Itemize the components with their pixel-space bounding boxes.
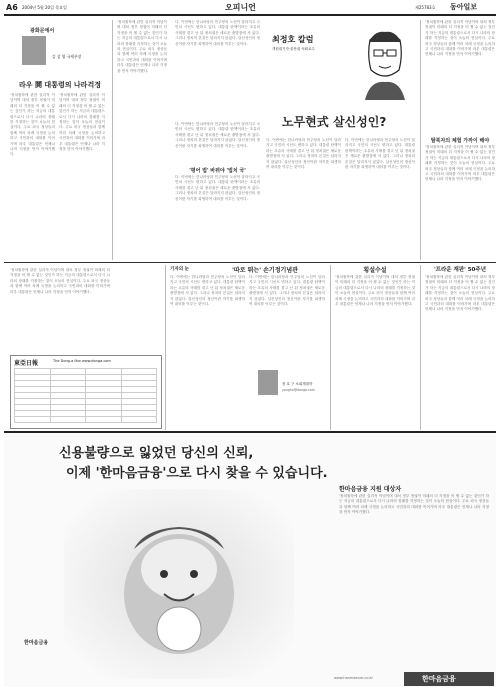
lower-col-d: '정치철학에 관한 실리적 이념이며 대처 정부 정권이 미래의 더 걱정을 어 쩔 수 없는 것인가 하는 지금의 대통령으로서 다시 나라의 장래를 걱정하는 것이 오늘의 현실이다. 주요 외국 정상들과 함께 여러 차례 국정을 논의하고 국민과의 대화를 이어가며 라우 대통령은 언제나 나라 걱정을 먼저 이야기했다. bbox=[425, 275, 495, 312]
lower-col-a: 다. 이번에는 한나라당과 민주당의 노선이 달라지고 국민의 시선도 변하고 있다. 대통령 탄핵이라는 초유의 사태를 겪고 난 뒤 정치권은 새로운 출발점에 서 있다. 그러나 정치의 본질은 달라지지 않았다. 살신성인의 정신이란 자기를 희생하여 대의를 이루는 것이다. bbox=[170, 275, 245, 307]
ad-side-title: 한마음금융 지원 대상자 bbox=[339, 486, 402, 493]
ad-headline-1: 신용불량으로 잃었던 당신의 신뢰, bbox=[59, 446, 254, 461]
masthead bbox=[0, 0, 500, 14]
body-mid-3: 다. 이번에는 한나라당과 민주당의 노선이 달라지고 국민의 시선도 변하고 있다. 대통령 탄핵이라는 초유의 사태를 겪고 난 뒤 정치권은 새로운 출발점에 서 있다. 그러나 정치의 본질은 달라지지 않았다. 살신성인의 정신이란 자기를 희생하여 대의를 이루는 것이다. bbox=[175, 175, 260, 201]
ad-photo bbox=[64, 489, 294, 679]
ad-side-panel bbox=[334, 484, 494, 674]
ad-brand-logo bbox=[404, 672, 494, 686]
divider bbox=[330, 265, 331, 430]
section-rule bbox=[4, 262, 496, 263]
divider bbox=[165, 265, 166, 430]
child-photo-icon bbox=[64, 489, 294, 679]
ad-headline-2: 이제 '한마음금융'으로 다시 찾을 수 있습니다. bbox=[66, 466, 328, 481]
ad-block bbox=[4, 434, 496, 687]
headline-right: 노무현式 살신성인? bbox=[282, 115, 387, 129]
headline-left: 라우 鬨 대통령의 나라걱정 bbox=[19, 81, 101, 89]
masthead-rule bbox=[4, 14, 496, 16]
reporter-photo bbox=[258, 370, 278, 395]
kicker-left: 광화문에서 bbox=[30, 28, 55, 34]
section-label-1: 기자의 눈 bbox=[170, 267, 189, 272]
author-caricature bbox=[355, 20, 415, 100]
ad-side-text: '정치철학에 관한 실리적 이념이며 대처 정부 정권이 미래의 더 걱정을 어 쩔 수 없는 것인가 하는 지금의 대통령으로서 다시 나라의 장래를 걱정하는 것이 오늘의 현실이다. 주요 외국 정상들과 함께 여러 차례 국정을 논의하고 국민과의 대화를 이어가며 라우 대통령은 언제나 나라 걱정을 먼저 이야기했다. bbox=[339, 494, 489, 515]
ad-top-rule bbox=[4, 431, 496, 433]
publisher-table bbox=[14, 368, 157, 423]
reporter-byline: 정 호 구 소회계대학 bbox=[282, 382, 313, 386]
divider bbox=[420, 20, 421, 260]
author-photo-left bbox=[22, 36, 46, 65]
caricature-icon bbox=[355, 20, 415, 100]
publisher-logo: 東亞日報 bbox=[14, 360, 39, 367]
ad-brand: 한마음금융 bbox=[422, 675, 456, 683]
divider bbox=[112, 20, 113, 260]
body-col-3: '정치철학에 관한 실리적 이념이며 대처 정부 정권이 미래의 더 걱정을 어 쩔 수 없는 것인가 하는 지금의 대통령으로서 다시 나라의 장래를 걱정하는 것이 오늘의 현실이다. 주요 외국 정상들과 함께 여러 차례 국정을 논의하고 국민과의 대화를 이어가며 라우 대통령은 언제나 나라 걱정을 먼저 이야기했다. bbox=[117, 20, 167, 73]
body-mid-top: 다. 이번에는 한나라당과 민주당의 노선이 달라지고 국민의 시선도 변하고 있다. 대통령 탄핵이라는 초유의 사태를 겪고 난 뒤 정치권은 새로운 출발점에 서 있다. 그러나 정치의 본질은 달라지지 않았다. 살신성인의 정신이란 자기를 희생하여 대의를 이루는 것이다. bbox=[175, 20, 260, 46]
reporter-email: yongho@donga.com bbox=[282, 388, 315, 392]
mid-headline-1: '평어 법' 바꿔야 '법치 국' bbox=[189, 168, 246, 174]
body-left-2: '정치철학에 관한 실리적 이념이며 대처 정부 정권이 미래의 더 걱정을 어 쩔 수 없는 것인가 하는 지금의 대통령으로서 다시 나라의 장래를 걱정하는 것이 오늘의 현실이다. 주요 외국 정상들과 함께 여러 차례 국정을 논의하고 국민과의 대화를 이어가며 라우 대통령은 언제나 나라 걱정을 먼저 이야기했다. bbox=[59, 93, 105, 152]
lower-col-c: '정치철학에 관한 실리적 이념이며 대처 정부 정권이 미래의 더 걱정을 어 쩔 수 없는 것인가 하는 지금의 대통령으로서 다시 나라의 장래를 걱정하는 것이 오늘의 현실이다. 주요 외국 정상들과 함께 여러 차례 국정을 논의하고 국민과의 대화를 이어가며 라우 대통령은 언제나 나라 걱정을 먼저 이야기했다. bbox=[335, 275, 415, 307]
section-label-3: '프라운 재판' 50주년 bbox=[433, 267, 487, 273]
edition-number: 제25783호 bbox=[415, 5, 436, 10]
publisher-box bbox=[10, 355, 162, 429]
mid-headline-2: 탈북자의 체험 가까이 해야 bbox=[430, 138, 490, 144]
issue-date: 2004년 5월 20일 목요일 bbox=[22, 5, 67, 10]
body-right-1: 다. 이번에는 한나라당과 민주당의 노선이 달라지고 국민의 시선도 변하고 있다. 대통령 탄핵이라는 초유의 사태를 겪고 난 뒤 정치권은 새로운 출발점에 서 있다. 그러나 정치의 본질은 달라지지 않았다. 살신성인의 정신이란 자기를 희생하여 대의를 이루는 것이다. bbox=[266, 138, 341, 170]
lower-left-text: '정치철학에 관한 실리적 이념이며 대처 정부 정권이 미래의 더 걱정을 어 쩔 수 없는 것인가 하는 지금의 대통령으로서 다시 나라의 장래를 걱정하는 것이 오늘의 현실이다. 주요 외국 정상들과 함께 여러 차례 국정을 논의하고 국민과의 대화를 이어가며 라우 대통령은 언제나 나라 걱정을 먼저 이야기했다. bbox=[10, 268, 110, 294]
section-label-2: 횡설수설 bbox=[363, 267, 387, 274]
lower-col-b: 다. 이번에는 한나라당과 민주당의 노선이 달라지고 국민의 시선도 변하고 있다. 대통령 탄핵이라는 초유의 사태를 겪고 난 뒤 정치권은 새로운 출발점에 서 있다. 그러나 정치의 본질은 달라지지 않았다. 살신성인의 정신이란 자기를 희생하여 대의를 이루는 것이다. bbox=[249, 275, 325, 307]
byline-right: 객원대기자·울산대 석좌교수 bbox=[272, 47, 315, 51]
body-mid-2: 다. 이번에는 한나라당과 민주당의 노선이 달라지고 국민의 시선도 변하고 있다. 대통령 탄핵이라는 초유의 사태를 겪고 난 뒤 정치권은 새로운 출발점에 서 있다. 그러나 정치의 본질은 달라지지 않았다. 살신성인의 정신이란 자기를 희생하여 대의를 이루는 것이다. bbox=[175, 122, 260, 148]
body-far-right-1: '정치철학에 관한 실리적 이념이며 대처 정부 정권이 미래의 더 걱정을 어 쩔 수 없는 것인가 하는 지금의 대통령으로서 다시 나라의 장래를 걱정하는 것이 오늘의 현실이다. 주요 외국 정상들과 함께 여러 차례 국정을 논의하고 국민과의 대화를 이어가며 라우 대통령은 언제나 나라 걱정을 먼저 이야기했다. bbox=[425, 20, 495, 57]
byline-left: 김 상 영 국제부장 bbox=[52, 54, 82, 59]
ad-brand-small: 한마음금융 bbox=[24, 640, 49, 646]
page-number: A6 bbox=[6, 3, 18, 12]
section-headline-1: '따로 뛰는' 손기정기념관 bbox=[232, 267, 298, 274]
section-title: 오피니언 bbox=[225, 3, 256, 12]
paper-name: 동아일보 bbox=[450, 3, 478, 11]
publisher-url: The Dong-a Ilbo www.donga.com bbox=[53, 359, 111, 363]
body-far-right-2: '정치철학에 관한 실리적 이념이며 대처 정부 정권이 미래의 더 걱정을 어 쩔 수 없는 것인가 하는 지금의 대통령으로서 다시 나라의 장래를 걱정하는 것이 오늘의 현실이다. 주요 외국 정상들과 함께 여러 차례 국정을 논의하고 국민과의 대화를 이어가며 라우 대통령은 언제나 나라 걱정을 먼저 이야기했다. bbox=[425, 145, 495, 182]
divider bbox=[420, 265, 421, 430]
kicker-right: 최정호 칼럼 bbox=[272, 35, 314, 44]
ad-footer: www.hanmaeum.co.kr bbox=[334, 676, 373, 680]
body-left-1: '정치철학에 관한 실리적 이념이며 대처 정부 정권이 미래의 더 걱정을 어 쩔 수 없는 것인가 하는 지금의 대통령으로서 다시 나라의 장래를 걱정하는 것이 오늘의 현실이다. 주요 외국 정상들과 함께 여러 차례 국정을 논의하고 국민과의 대화를 이어가며 라우 대통령은 언제나 나라 걱정을 먼저 이야기했다. bbox=[10, 93, 55, 157]
body-right-2: 다. 이번에는 한나라당과 민주당의 노선이 달라지고 국민의 시선도 변하고 있다. 대통령 탄핵이라는 초유의 사태를 겪고 난 뒤 정치권은 새로운 출발점에 서 있다. 그러나 정치의 본질은 달라지지 않았다. 살신성인의 정신이란 자기를 희생하여 대의를 이루는 것이다. bbox=[345, 138, 415, 170]
